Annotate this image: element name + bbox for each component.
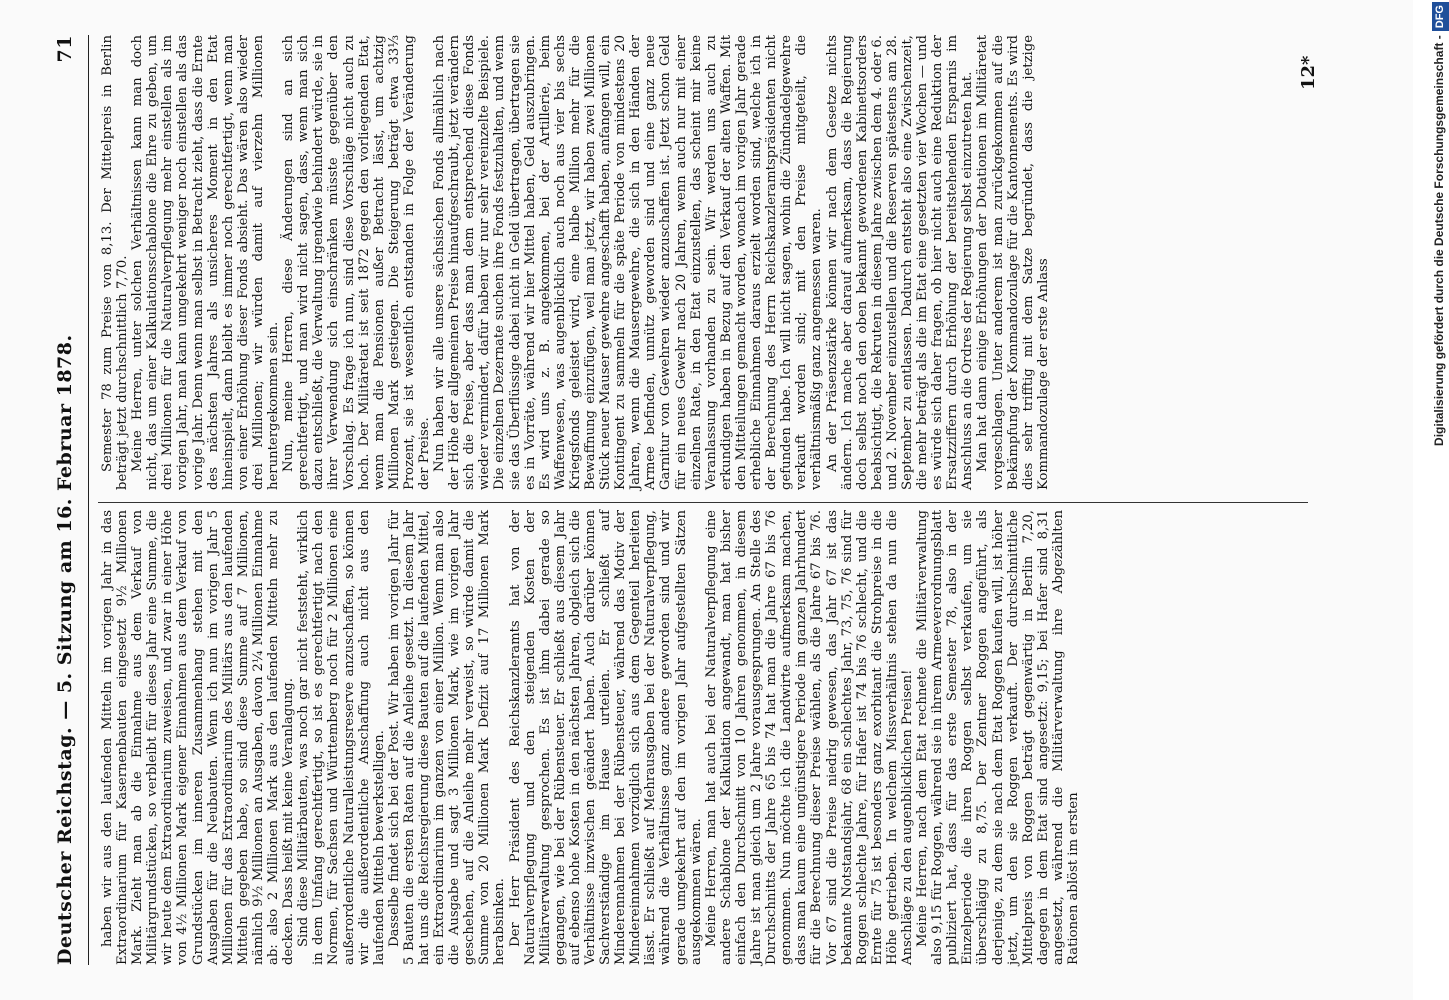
credit-strip (1413, 0, 1432, 1000)
paragraph: Semester 78 zum Preise von 8,13. Der Mittelpreis in Berlin beträgt jetzt durchschnittlich 7,70. (100, 35, 131, 490)
page-number: 71 (54, 35, 76, 63)
signature-mark: 12* (1298, 55, 1319, 90)
paragraph: Dasselbe findet sich bei der Post. Wir haben im vorigen Jahr für 5 Bauten die ersten Raten auf die Anleihe gesetzt. In diesem Jahr hat uns die Reichsregierung diese Bauten auf die laufenden Mittel, ein Extraordinarium im ganzen von einer Million. Wenn man also die Ausgabe und sagt 3 Millionen Mark, wie im vorigen Jahr geschehen, auf die Anleihe mehr verweist, so würde damit die Summe von 20 Millionen Mark Defizit auf 17 Millionen Mark herabsinken. (386, 510, 508, 965)
right-column (100, 35, 1305, 490)
paragraph: haben wir aus den laufenden Mitteln im vorigen Jahr in das Extraordinarium für Kasernenbauten eingesetzt 9½ Millionen Mark. Zieht man ab die Einnahme aus dem Verkauf von Militärgrundstücken, so verbleibt für dieses Jahr eine Summe, die wir heute dem Extraordinarium zuweisen, und zwar in einer Höhe von 4½ Millionen Mark eigener Einnahmen aus dem Verkauf von Grundstücken im inneren Zusammenhang stehen mit den Ausgaben für die Neubauten. Wenn ich nun im vorigen Jahr 5 Millionen für das Extraordinarium des Militärs aus den laufenden Mitteln gegeben habe, so sind diese Summe auf 7 Millionen, nämlich 9½ Millionen an Ausgaben, davon 2¼ Millionen Einnahme ab: also 2 Millionen Mark aus den laufenden Mitteln mehr zu decken. Dass heißt mit keine Veranlagung. (100, 510, 297, 965)
rotated-page (10, 5, 1415, 995)
paragraph: Man hat dann einige Erhöhungen der Dotationen im Militäretat vorgeschlagen. Unter anderem ist man zurückgekommen auf die Bekämpfung der Kommandozulage für die Kantonnements. Es wird dies sehr trifftig mit dem Satze begründet, dass die jetzige Kommandozulage der erste Anlass (975, 35, 1051, 490)
column-divider (98, 502, 1308, 503)
page-header-title: Deutscher Reichstag. — 5. Sitzung am 16. Februar 1878. (54, 334, 76, 965)
paragraph: Der Herr Präsident des Reichskanzleramts hat von der Naturalverpflegung und den steigenden Kosten der Militärverwaltung gesprochen. Es ist ihm dabei gerade so gegangen, wie bei der Rübensteuer. Er schließt aus diesem Jahr auf ebenso hohe Kosten in den nächsten Jahren, obgleich sich die Verhältnisse inzwischen geändert haben. Auch darüber können Sachverständige im Hause urteilen. Er schließt auf Minderennahmen bei der Rübensteuer, während das Motiv der Mindereinnahmen vorzüglich sich aus dem Gegenteil herleiten lässt. Er schließt auf Mehrausgaben bei der Naturalverpflegung, während die Verhältnisse ganz andere geworden sind und wir gerade umgekehrt auf den im vorigen Jahr aufgestellten Sätzen ausgekommen wären. (507, 510, 704, 965)
paragraph: Nun haben wir alle unsere sächsischen Fonds allmählich nach der Höhe der allgemeinen Preise hinaufgeschraubt, jetzt verändern sich die Preise, aber dass man dem entsprechend diese Fonds wieder vermindert, dafür haben wir nur sehr vereinzelte Beispiele. Die einzelnen Dezernate suchen ihre Fonds festzuhalten, und wenn sie das Überflüssige dabei nicht in Geld übertragen, übertragen sie es in Vorräte, während wir hier Mittel haben, Geld auszubringen. Es wird uns z. B. angekommen, bei der Artillerie, beim Waffenwesen, was augenblicklich auch noch aus vier bis sechs Kriegsfonds geleistet wird, eine halbe Million mehr für die Bewaffnung einzufügen, weil man jetzt, wir haben zwei Millionen Stück neuer Mauser gewehre angeschafft haben, anfangen will, ein Kontingent zu sammeln für die späte Periode von mindestens 20 Jahren, wenn die Mausergewehre, die sich in den Händen der Armee befinden, unnütz geworden sind und eine ganz neue Garnitur von Gewehren wieder anzuschaffen ist. Jetzt schon Geld für ein neues Gewehr nach 20 Jahren, wenn auch nur mit einer einzelnen Rate, in den Etat einzustellen, das scheint mir keine Veranlassung vorhanden zu sein. Wir werden uns auch zu erkundigen haben in Bezug auf den Verkauf der alten Waffen. Mit den Mitteilungen gemacht worden, wonach im vorigen Jahr gerade erhebliche Einnahmen daraus erzielt worden sind, welche ich in der Berechnung des Herrn Reichskanzleramtspräsidenten nicht gefunden habe. Ich will nicht sagen, wohin die Zündnadelgewehre verkauft worden sind; mit den Preise mitgeteilt, die verhältnismäßig ganz angemessen waren. (432, 35, 825, 490)
paragraph: Meine Herren, unter solchen Verhältnissen kann man doch nicht, das um einer Kalkulationsschablone die Ehre zu geben, um drei Millionen für die Naturalverpflegung mehr einstellen als im vorigen Jahr, man kann umgekehrt weniger noch einstellen als das vorige Jahr. Denn wenn man selbst in Betracht zieht, dass die Ernte des nächsten Jahres als unsicheres Moment in den Etat hineinspielt, dann bleibt es immer noch gerechtfertigt, wenn man von einer Erhöhung dieser Fonds absieht. Das wären also wieder drei Millionen; wir würden damit auf vierzehn Millionen heruntergekommen sein. (130, 35, 282, 490)
dfg-logo: DFG (1432, 2, 1449, 31)
left-column (100, 510, 1305, 965)
paragraph: Sind diese Militärbauten, was noch gar nicht feststeht, wirklich in dem Umfang gerechtfertigt, so ist es gerechtfertigt nach den Normen, für Sachsen und Württemberg noch für 2 Millionen eine außerordentliche Naturalleistungsreserve anzuschaffen, so können wir die außerordentliche Anschaffung auch nicht aus den laufenden Mitteln bewerkstelligen. (296, 510, 387, 965)
credit-text: Digitalisierung gefördert durch die Deutsche Forschungsgemeinschaft - (1432, 35, 1446, 446)
paragraph: Nun, meine Herren, diese Änderungen sind an sich gerechtfertigt, und man wird nicht sagen, dass, wenn man sich dazu entschließt, die Verwaltung irgendwie behindert würde, sie in ihrer Verwendung sich einschränken müsste gegenüber den Vorschlag. Es frage ich nun, sind diese Vorschläge nicht auch zu hoch. Der Militäretat ist seit 1872 gegen den vorliegenden Etat, wenn man die Pensionen außer Betracht lässt, um achtzig Millionen Mark gestiegen. Die Steigerung beträgt etwa 33⅓ Prozent, sie ist wesentlich entstanden in Folge der Veränderung der Preise. (281, 35, 432, 490)
paragraph: Meine Herren, man hat auch bei der Naturalverpflegung eine andere Schablone der Kalkulation angewandt, man hat bisher einfach den Durchschnitt von 10 Jahren genommen, in diesem Jahre ist man gleich um 2 Jahre vorausgesprungen. An Stelle des Durchschnitts der Jahre 65 bis 74 hat man die Jahre 67 bis 76 genommen. Nun möchte ich die Landwirte aufmerksam machen, dass man kaum eine ungünstigere Periode im ganzen Jahrhundert für die Berechnung dieser Preise wählen, als die Jahre 67 bis 76. Vor 67 sind die Preise niedrig gewesen, das Jahr 67 ist das bekannte Notstandsjahr, 68 ein schlechtes Jahr, 73, 75, 76 sind für Roggen schlechte Jahre, für Hafer ist 74 bis 76 schlecht, und die Ernte für 75 ist besonders ganz exorbitant die Strohpreise in die Höhe getrieben. In welchem Missverhältnis stehen da nun die Anschläge zu den augenblicklichen Preisen! (703, 510, 915, 965)
digitization-credit (1431, 2, 1449, 992)
paragraph: Meine Herren, nach dem Etat rechnete die Militärverwaltung also 9,15 für Roggen, während sie in ihrem Armeeverordnungsblatt publiziert hat, dass für das erste Semester 78, also in der Einzelperiode die ihren Roggen selbst verkaufen, um sie überschlägig zu 8,75. Der Zentner Roggen angeführt, als derjenige, zu dem sie nach dem Etat Roggen kaufen will, ist höher jetzt, um den sie Roggen verkauft. Der durchschnittliche Mittelpreis von Roggen beträgt gegenwärtig in Berlin 7,20, dagegen in dem Etat sind angesetzt: 9,15; bei Hafer sind 8,31 angesetzt, während die Militärverwaltung ihre Abgezählten Rationen ablöst im ersten (915, 510, 1081, 965)
paragraph: An der Präsenzstärke können wir nach dem Gesetze nichts ändern. Ich mache aber darauf aufmerksam, dass die Regierung doch selbst noch den oben bekannt gewordenen Kabinettsorders beabsichtigt, die Rekruten in diesem Jahre zwischen dem 4. oder 6. und 2. November einzustellen und die Reserven spätestens am 28. September zu entlassen. Dadurch entsteht also eine Zwischenzeit, die mehr beträgt als die im Etat eine gesetzten vier Wochen — und es würde sich daher fragen, ob hier nicht auch eine Reduktion der Ersatzziffern durch Erhöhung der bereitstehenden Ersparnis im Anschluss an die Ordres der Regierung selbst einzutreten hat. (824, 35, 976, 490)
header-rule (88, 35, 89, 965)
page-header (50, 35, 80, 965)
